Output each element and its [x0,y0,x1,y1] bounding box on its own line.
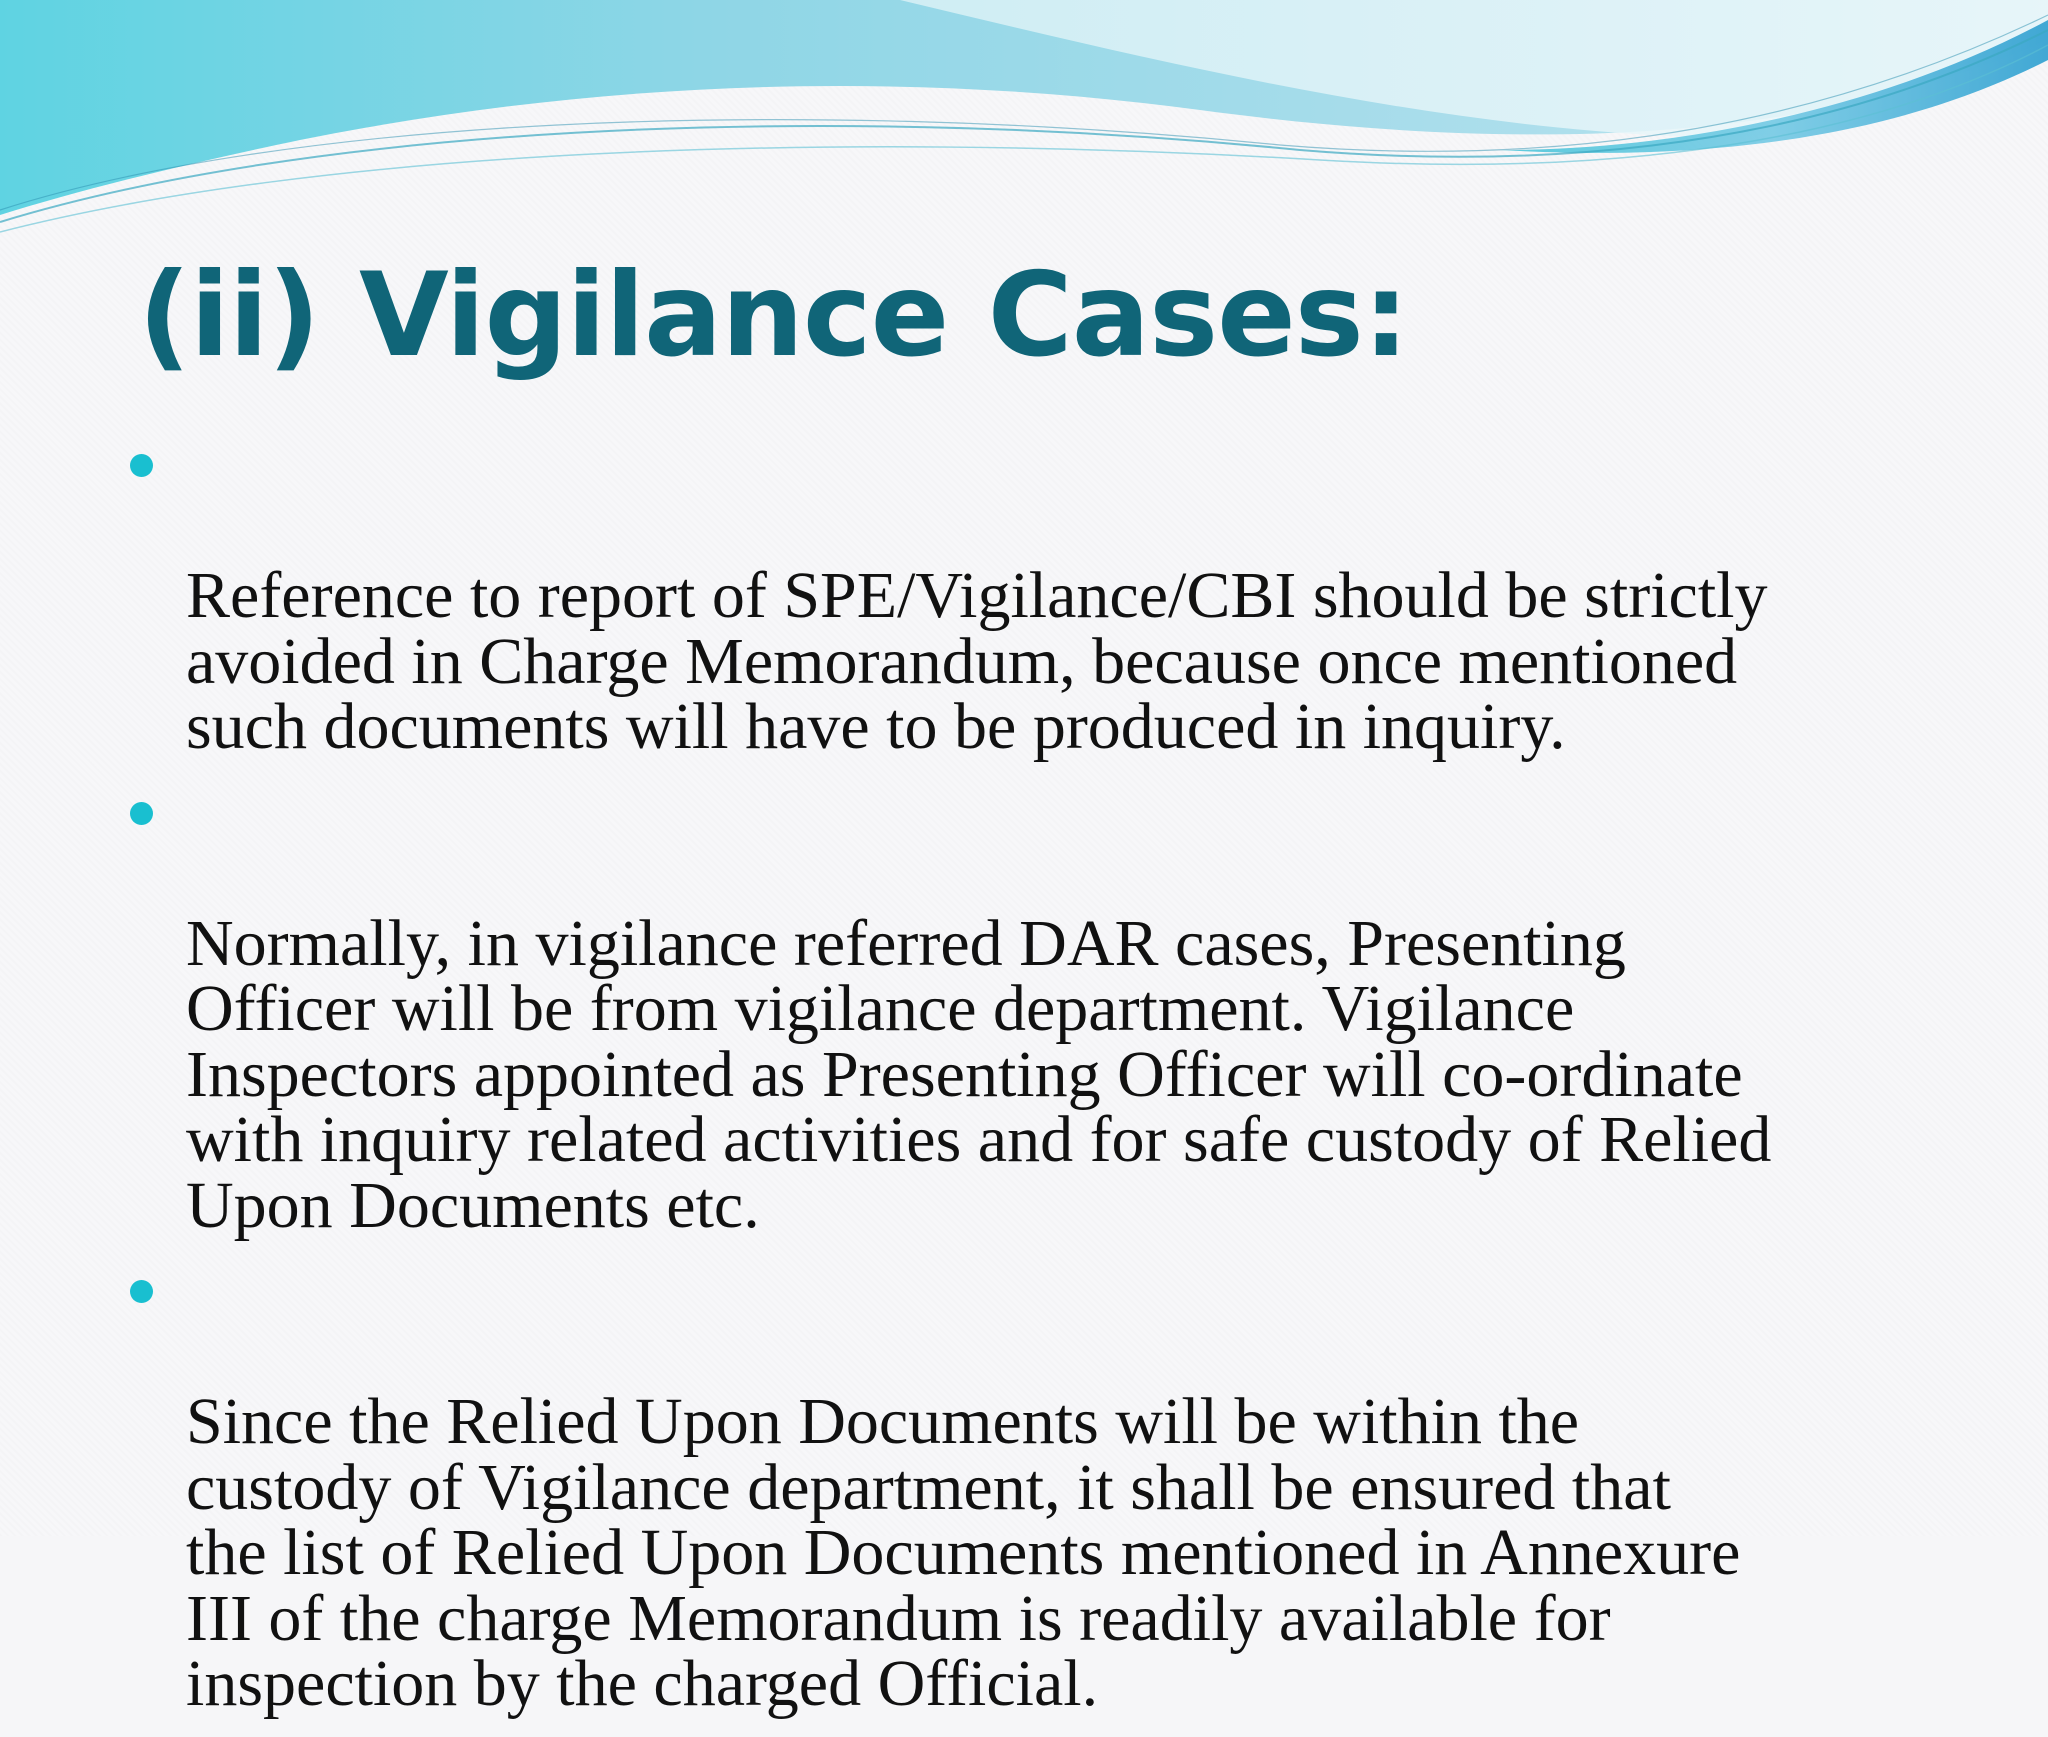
header-wave-decoration [0,0,2048,240]
list-item [124,1258,1924,1720]
list-item [124,780,1924,1242]
bullet-icon [130,454,153,477]
bullet-text: Reference to report of SPE/Vigilance/CBI should be strictly avoided in Charge Memorandum, because once mentioned such documents will have to be produced in inquiry. [186,559,1768,763]
bullet-text: Since the Relied Upon Documents will be within the custody of Vigilance department, it shall be ensured that the list of Relied Upon Documents mentioned in Annexure III of the charge Memorandum is readily available for inspection by the charged Official. [186,1385,1741,1720]
bullet-icon [130,1280,153,1303]
list-item [124,432,1924,763]
bullet-text: Normally, in vigilance referred DAR cases, Presenting Officer will be from vigilance department. Vigilance Inspectors appointed as Presenting Officer will co-ordinate with inquiry related activities and for safe custody of Relied Upon Documents etc. [186,906,1772,1242]
bullet-icon [130,802,153,825]
slide-title: (ii) Vigilance Cases: [138,248,1409,383]
bullet-list [124,432,1924,1737]
